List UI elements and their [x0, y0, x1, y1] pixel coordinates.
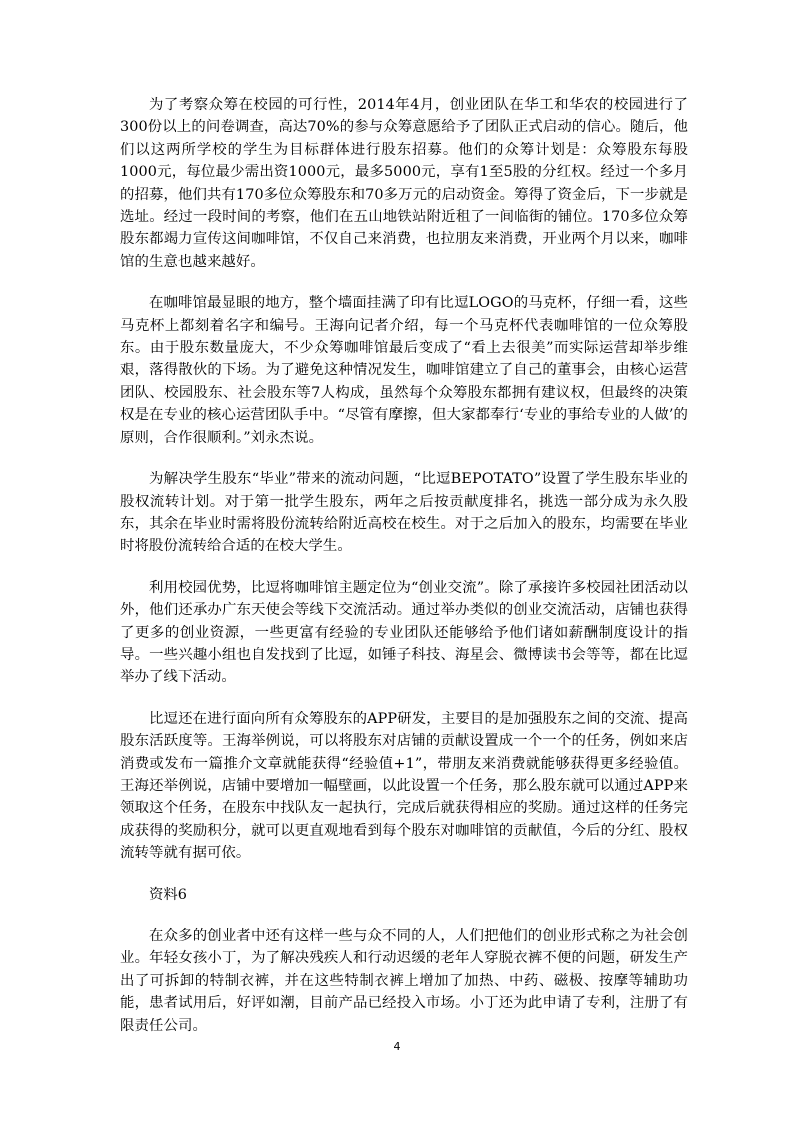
page-number: 4 [393, 1040, 401, 1053]
paragraph-equity-transfer: 为解决学生股东“毕业”带来的流动问题，“比逗BEPOTATO”设置了学生股东毕业的股权流转计划。对于第一批学生股东，两年之后按贡献度排名，挑选一部分成为永久股东，其余在毕业时需将股份流转给附近高校在校生。对于之后加入的股东，均需要在毕业时将股份流转给合适的在校大学生。 [120, 471, 688, 555]
paragraph-campus-events: 利用校园优势，比逗将咖啡馆主题定位为“创业交流”。除了承接许多校园社团活动以外，他们还承办广东天使会等线下交流活动。通过举办类似的创业交流活动，店铺也获得了更多的创业资源，一些更富有经验的专业团队还能够给予他们诸如薪酬制度设计的指导。一些兴趣小组也自发找到了比逗，如锤子科技、海星会、微博读书会等等，都在比逗举办了线下活动。 [120, 579, 688, 686]
paragraph-crowdfunding-survey: 为了考察众筹在校园的可行性，2014年4月，创业团队在华工和华农的校园进行了300份以上的问卷调查，高达70%的参与众筹意愿给予了团队正式启动的信心。随后，他们以这两所学校的学生为目标群体进行股东招募。他们的众筹计划是：众筹股东每股1000元，每位最少需出资1000元，最多5000元，享有1至5股的分红权。经过一个多月的招募，他们共有170多位众筹股东和70多万元的启动资金。筹得了资金后，下一步就是选址。经过一段时间的考察，他们在五山地铁站附近租了一间临街的铺位。170多位众筹股东都竭力宣传这间咖啡馆，不仅自己来消费，也拉朋友来消费，开业两个月以来，咖啡馆的生意也越来越好。 [120, 97, 688, 270]
paragraph-mug-wall-board: 在咖啡馆最显眼的地方，整个墙面挂满了印有比逗LOGO的马克杯，仔细一看，这些马克杯上都刻着名字和编号。王海向记者介绍，每一个马克杯代表咖啡馆的一位众筹股东。由于股东数量庞大，不少众筹咖啡馆最后变成了“看上去很美”而实际运营却举步维艰，落得散伙的下场。为了避免这种情况发生，咖啡馆建立了自己的董事会，由核心运营团队、校园股东、社会股东等7人构成，虽然每个众筹股东都拥有建议权，但最终的决策权是在专业的核心运营团队手中。“尽管有摩擦，但大家都奉行‘专业的事给专业的人做’的原则，合作很顺利。”刘永杰说。 [120, 295, 688, 446]
section-heading: 资料6 [149, 886, 187, 903]
paragraph-social-entrepreneurship: 在众多的创业者中还有这样一些与众不同的人，人们把他们的创业形式称之为社会创业。年轻女孩小丁，为了解决残疾人和行动迟缓的老年人穿脱衣裤不便的问题，研发生产出了可拆卸的特制衣裤，并在这些特制衣裤上增加了加热、中药、磁极、按摩等辅助功能，患者试用后，好评如潮，目前产品已经投入市场。小丁还为此申请了专利，注册了有限责任公司。 [120, 928, 688, 1034]
page-content [120, 94, 688, 1056]
paragraph-app-development: 比逗还在进行面向所有众筹股东的APP研发，主要目的是加强股东之间的交流、提高股东活跃度等。王海举例说，可以将股东对店铺的贡献设置成一个一个的任务，例如来店消费或发布一篇推介文章就能获得“经验值+1”，带朋友来消费就能够获得更多经验值。王海还举例说，店铺中要增加一幅壁画，以此设置一个任务，那么股东就可以通过APP来领取这个任务，在股东中找队友一起执行，完成后就获得相应的奖励。通过这样的任务完成获得的奖励积分，就可以更直观地看到每个股东对咖啡馆的贡献值，今后的分红、股权流转等就有据可依。 [120, 710, 688, 862]
